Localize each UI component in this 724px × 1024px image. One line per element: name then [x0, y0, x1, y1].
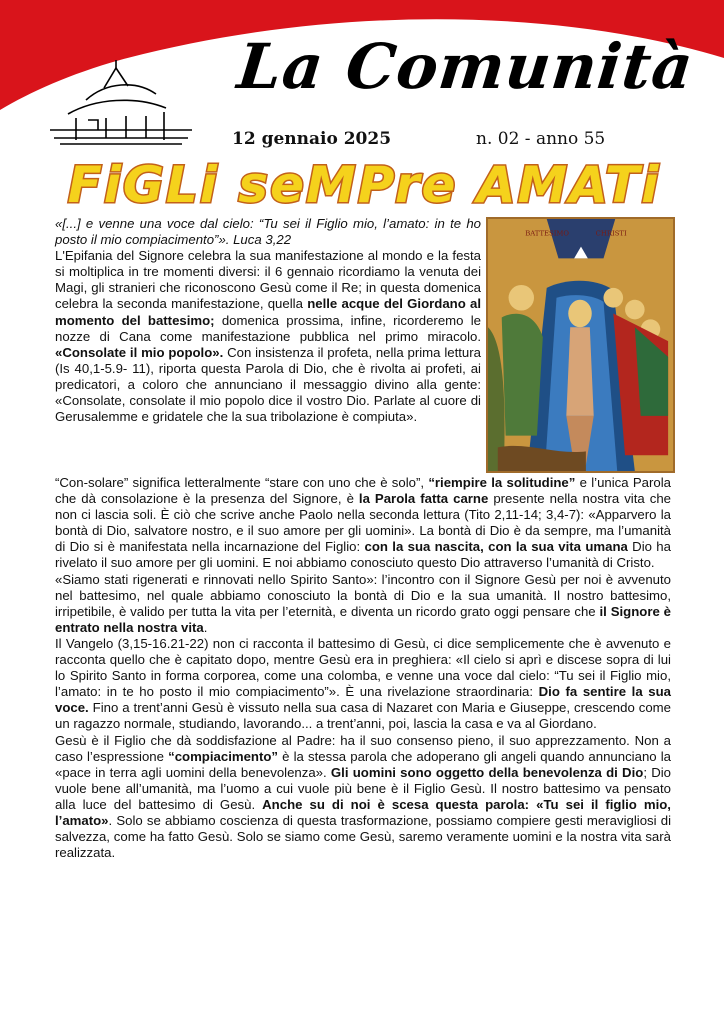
opening-quote: «[...] e venne una voce dal cielo: “Tu sei il Figlio mio, l’amato: in te ho posto il mio compiacimento”». Luca 3,22 [55, 216, 481, 248]
issue-date: 12 gennaio 2025 [232, 129, 392, 149]
paragraph-consolation: “Con-solare” significa letteralmente “stare con uno che è solo”, “riempire la solitudine” e l’unica Parola che dà consolazione è la presenza del Signore, è la Parola fatta carne presente nella nostra vita che non ci lascia soli. È ciò che scrive anche Paolo nella seconda lettura (Tito 2,11-14; 3,4-7): «Apparvero la bontà di Dio, salvatore nostro, e il suo amore per gli uomini». La bontà di Dio è da sempre, ma l’umanità di Dio si è manifestata nella incarnazione del Figlio: con la sua nascita, con la sua vita umana Dio ha rivelato il suo amore per gli uomini. E noi abbiamo conosciuto questo Dio attraverso l’umanità di Cristo. [55, 475, 671, 571]
newsletter-title: La Comunità [234, 30, 698, 103]
paragraph-gospel: Il Vangelo (3,15-16.21-22) non ci racconta il battesimo di Gesù, ci dice semplicemente che è avvenuto e racconta quello che è capitato dopo, mentre Gesù era in preghiera: «Il cielo si aprì e discese sopra di lui lo Spirito Santo in forma corporea, come una colomba, e venne una voce dal cielo: “Tu sei il Figlio mio, l’amato: in te ho posto il mio compiacimento”». È una rivelazione straordinaria: Dio fa sentire la sua voce. Fino a trent’anni Gesù è vissuto nella sua casa di Nazaret con Maria e Giuseppe, crescendo come un ragazzo normale, studiando, lavorando... a trent’anni, poi, lascia la casa e va al Giordano. [55, 635, 672, 732]
icon-caption-left: BATTESIMO [525, 229, 570, 238]
baptism-icon-image [486, 217, 675, 473]
article-body [55, 475, 671, 861]
icon-caption-right: CHRISTI [595, 229, 627, 238]
paragraph-baptism: «Siamo stati rigenerati e rinnovati nello Spirito Santo»: l’incontro con il Signore Gesù per noi è avvenuto nel battesimo, nel quale abbiamo conosciuto la bontà di Dio e la sua umanità. Il nostro battesimo, irripetibile, è valido per tutta la vita per l’eternità, e diventa un ricordo grato oggi pensare che il Signore è entrato nella nostra vita. [55, 571, 671, 635]
article-intro-column [55, 216, 481, 425]
church-logo [46, 58, 196, 150]
headline-text: FiGLi seMPre AMATi [67, 156, 661, 214]
paragraph-son: Gesù è il Figlio che dà soddisfazione al Padre: ha il suo consenso pieno, il suo apprezzamento. Non a caso l’espressione “compiacimento” è la stessa parola che adoperano gli angeli quando annunciano la «pace in terra agli uomini della benevolenza». Gli uomini sono oggetto della benevolenza di Dio; Dio vuole bene all’umanità, ma l’uomo a cui vuole più bene è il Figlio Gesù. Il nostro battesimo va pensato alla luce del battesimo di Gesù. Anche su di noi è scesa questa parola: «Tu sei il figlio mio, l’amato». Solo se abbiamo coscienza di questa trasformazione, possiamo compiere gesti meravigliosi di salvezza, come ha fatto Gesù. Solo se siamo come Gesù, saremo veramente uomini e la nostra vita sarà realizzata. [55, 732, 672, 861]
issue-number: n. 02 - anno 55 [476, 129, 606, 149]
paragraph-epiphany: L'Epifania del Signore celebra la sua manifestazione al mondo e la festa si moltiplica in tre momenti diversi: il 6 gennaio ricordiamo la venuta dei Magi, gli stranieri che riconoscono Gesù come il Re; in questa domenica celebra la seconda manifestazione, quella nelle acque del Giordano al momento del battesimo; domenica prossima, infine, ricorderemo le nozze di Cana come manifestazione pubblica nel primo miracolo. «Consolate il mio popolo». Con insistenza il profeta, nella prima lettura (Is 40,1-5.9- 11), riporta questa Parola di Dio, che è rivolta ai profeti, ai predicatori, a coloro che annunciano il messaggio divino alla gente: «Consolate, consolate il mio popolo dice il vostro Dio. Parlate al cuore di Gerusalemme e gridatele che la sua tribolazione è compiuta». [55, 248, 482, 425]
article-headline [48, 156, 680, 216]
